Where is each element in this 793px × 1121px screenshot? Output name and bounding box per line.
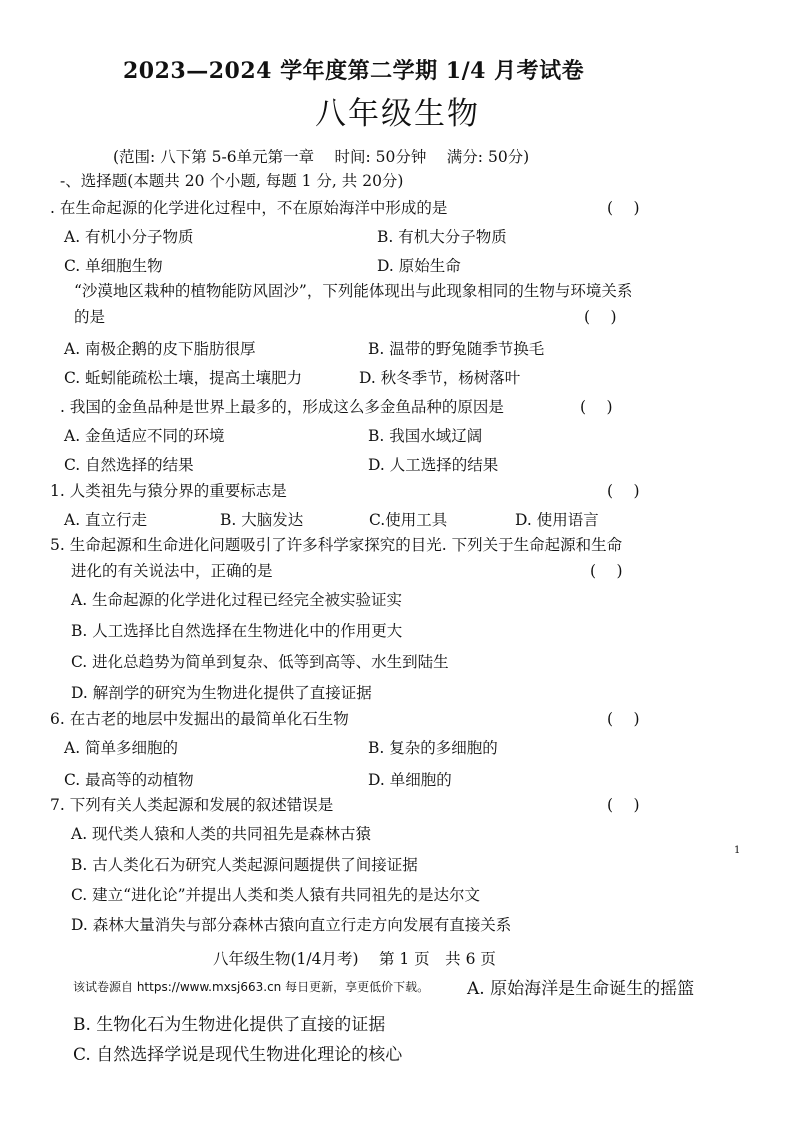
question-6-answer-paren: ( ) (607, 710, 640, 728)
overflow-option-a: A. 原始海洋是生命诞生的摇篮 (467, 979, 695, 999)
question-1-stem: . 在生命起源的化学进化过程中，不在原始海洋中形成的是 (50, 199, 448, 217)
margin-page-number: 1 (734, 845, 741, 856)
question-5-answer-paren: ( ) (590, 562, 623, 580)
question-3-option-a: A. 金鱼适应不同的环境 (64, 427, 225, 445)
question-5-option-d: D. 解剖学的研究为生物进化提供了直接证据 (71, 684, 372, 702)
question-3-answer-paren: ( ) (580, 398, 613, 416)
page-footer: 八年级生物(1/4月考) 第 1 页 共 6 页 (213, 950, 496, 968)
question-1-option-b: B. 有机大分子物质 (377, 228, 507, 246)
exam-title: 2023—2024 学年度第二学期 1/4 月考试卷 (123, 58, 585, 84)
question-7-option-b: B. 古人类化石为研究人类起源问题提供了间接证据 (71, 856, 418, 874)
question-6-option-c: C. 最高等的动植物 (64, 771, 194, 789)
question-5-stem-line2: 进化的有关说法中，正确的是 (71, 562, 273, 580)
question-5-option-a: A. 生命起源的化学进化过程已经完全被实验证实 (71, 591, 403, 609)
question-6-option-b: B. 复杂的多细胞的 (368, 739, 498, 757)
question-2-option-c: C. 蚯蚓能疏松土壤，提高土壤肥力 (64, 369, 303, 387)
question-2-stem-line1: “沙漠地区栽种的植物能防风固沙”，下列能体现出与此现象相同的生物与环境关系 (74, 282, 633, 300)
question-7-option-d: D. 森林大量消失与部分森林古猿向直立行走方向发展有直接关系 (71, 916, 512, 934)
overflow-option-c: C. 自然选择学说是现代生物进化理论的核心 (73, 1045, 403, 1065)
question-3-option-c: C. 自然选择的结果 (64, 456, 194, 474)
question-3-stem: . 我国的金鱼品种是世界上最多的，形成这么多金鱼品种的原因是 (60, 398, 504, 416)
question-3-option-b: B. 我国水域辽阔 (368, 427, 483, 445)
question-7-answer-paren: ( ) (607, 796, 640, 814)
question-2-answer-paren: ( ) (584, 308, 617, 326)
exam-scope: (范围: 八下第 5-6单元第一章 时间: 50分钟 满分: 50分) (113, 148, 530, 166)
question-7-option-c: C. 建立“进化论”并提出人类和类人猿有共同祖先的是达尔文 (71, 886, 481, 904)
source-note: 该试卷源自 https://www.mxsj663.cn 每日更新，享更低价下载。 (73, 980, 430, 994)
question-7-option-a: A. 现代类人猿和人类的共同祖先是森林古猿 (71, 825, 372, 843)
question-2-stem-line2: 的是 (74, 308, 106, 326)
section-heading: -、选择题(本题共 20 个小题, 每题 1 分, 共 20分) (60, 172, 404, 190)
question-4-option-c: C.使用工具 (369, 511, 448, 529)
question-5-stem-line1: 5. 生命起源和生命进化问题吸引了许多科学家探究的目光. 下列关于生命起源和生命 (50, 536, 623, 554)
question-2-option-a: A. 南极企鹅的皮下脂肪很厚 (64, 340, 256, 358)
question-4-stem: 1. 人类祖先与猿分界的重要标志是 (50, 482, 287, 500)
question-1-option-a: A. 有机小分子物质 (64, 228, 194, 246)
question-6-option-d: D. 单细胞的 (368, 771, 452, 789)
question-2-option-d: D. 秋冬季节，杨树落叶 (359, 369, 521, 387)
question-1-option-c: C. 单细胞生物 (64, 257, 163, 275)
subject-title: 八年级生物 (315, 96, 480, 132)
question-4-option-a: A. 直立行走 (64, 511, 148, 529)
question-2-option-b: B. 温带的野兔随季节换毛 (368, 340, 545, 358)
question-5-option-c: C. 进化总趋势为简单到复杂、低等到高等、水生到陆生 (71, 653, 449, 671)
question-1-answer-paren: ( ) (607, 199, 640, 217)
overflow-option-b: B. 生物化石为生物进化提供了直接的证据 (73, 1015, 386, 1035)
question-6-stem: 6. 在古老的地层中发掘出的最简单化石生物 (50, 710, 349, 728)
question-6-option-a: A. 简单多细胞的 (64, 739, 179, 757)
question-4-option-b: B. 大脑发达 (220, 511, 304, 529)
question-4-answer-paren: ( ) (607, 482, 640, 500)
question-3-option-d: D. 人工选择的结果 (368, 456, 499, 474)
question-4-option-d: D. 使用语言 (515, 511, 599, 529)
question-1-option-d: D. 原始生命 (377, 257, 461, 275)
question-7-stem: 7. 下列有关人类起源和发展的叙述错误是 (50, 796, 334, 814)
question-5-option-b: B. 人工选择比自然选择在生物进化中的作用更大 (71, 622, 403, 640)
